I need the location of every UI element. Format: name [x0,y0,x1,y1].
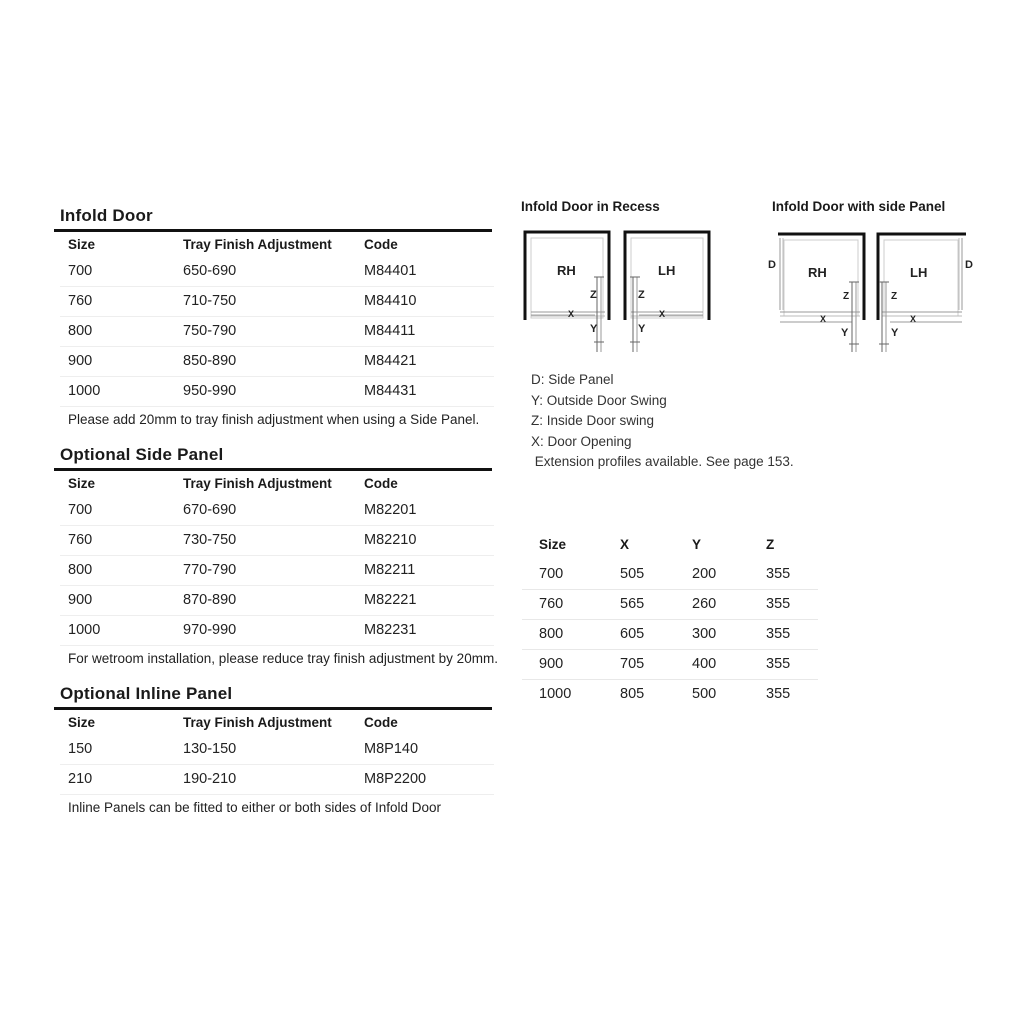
legend-item: Y: Outside Door Swing [531,392,667,408]
header-tray: Tray Finish Adjustment [183,237,332,252]
header-size: Size [539,537,567,552]
cell-z: 355 [766,596,791,612]
cell-tray: 870-890 [183,592,237,608]
cell-size: 1000 [539,686,572,702]
d-label: D [965,259,973,271]
cell-size: 800 [68,323,93,339]
table-row [60,556,494,586]
cell-size: 700 [68,263,93,279]
cell-size: 150 [68,741,93,757]
z-label: Z [590,289,597,301]
table-header [60,232,494,257]
x-label: X [568,309,575,319]
y-label: Y [590,323,598,335]
cell-code: M8P2200 [364,771,427,787]
cell-code: M82231 [364,622,417,638]
section-note: For wetroom installation, please reduce tray finish adjustment by 20mm. [68,651,498,666]
cell-code: M8P140 [364,741,419,757]
cell-tray: 950-990 [183,383,237,399]
header-size: Size [68,715,96,730]
infold-door-section [60,203,494,433]
table-row [522,560,818,590]
cell-tray: 130-150 [183,741,237,757]
cell-x: 505 [620,566,645,582]
cell-z: 355 [766,626,791,642]
d-label: D [768,259,776,271]
x-label: X [910,314,917,324]
cell-size: 760 [68,293,93,309]
table-row [60,347,494,377]
cell-size: 760 [68,532,93,548]
side-panel-diagram-title: Infold Door with side Panel [772,199,946,214]
section-note: Please add 20mm to tray finish adjustment when using a Side Panel. [68,412,480,427]
table-header [60,471,494,496]
cell-y: 500 [692,686,717,702]
table-row [60,586,494,616]
header-y: Y [692,537,702,552]
lh-label: LH [658,263,676,278]
cell-tray: 670-690 [183,502,237,518]
table-header [522,530,818,560]
table-row [60,287,494,317]
z-label: Z [638,289,645,301]
cell-code: M82221 [364,592,417,608]
cell-x: 565 [620,596,645,612]
y-label: Y [891,327,899,339]
legend-item: X: Door Opening [531,433,632,449]
table-row [60,526,494,556]
table-row [60,317,494,347]
cell-size: 760 [539,596,564,612]
cell-y: 300 [692,626,717,642]
y-label: Y [841,327,849,339]
cell-x: 605 [620,626,645,642]
table-row [522,650,818,680]
rh-label: RH [557,263,576,278]
cell-tray: 970-990 [183,622,237,638]
cell-size: 800 [68,562,93,578]
cell-size: 900 [68,592,93,608]
header-tray: Tray Finish Adjustment [183,715,332,730]
side-panel-section [60,442,498,672]
header-code: Code [364,476,398,491]
cell-z: 355 [766,656,791,672]
cell-size: 700 [539,566,564,582]
lh-label: LH [910,265,928,280]
header-tray: Tray Finish Adjustment [183,476,332,491]
cell-size: 700 [68,502,93,518]
cell-size: 900 [68,353,93,369]
legend-item: D: Side Panel [531,372,614,387]
cell-size: 210 [68,771,93,787]
table-row [60,735,494,765]
cell-tray: 190-210 [183,771,237,787]
section-note: Inline Panels can be fitted to either or both sides of Infold Door [68,800,441,815]
header-size: Size [68,237,96,252]
cell-size: 800 [539,626,564,642]
cell-size: 900 [539,656,564,672]
header-size: Size [68,476,96,491]
diagram-legend [531,370,794,473]
cell-code: M84401 [364,263,417,279]
table-row [60,765,494,795]
cell-tray: 710-750 [183,293,237,309]
cell-tray: 750-790 [183,323,237,339]
cell-x: 705 [620,656,645,672]
rh-label: RH [808,265,827,280]
section-title: Optional Side Panel [60,445,224,464]
header-code: Code [364,715,398,730]
section-title: Optional Inline Panel [60,684,233,703]
side-panel-diagram [760,222,980,358]
cell-code: M84410 [364,293,417,309]
cell-size: 1000 [68,622,101,638]
legend-item: Extension profiles available. See page 153. [531,454,794,469]
section-title: Infold Door [60,206,153,225]
cell-code: M84431 [364,383,417,399]
header-x: X [620,537,630,552]
z-label: Z [891,291,898,302]
x-label: X [820,314,827,324]
table-row [522,620,818,650]
cell-y: 260 [692,596,717,612]
table-body [60,257,494,407]
table-row [522,680,818,709]
header-z: Z [766,537,775,552]
cell-code: M84411 [364,323,416,339]
y-label: Y [638,323,646,335]
cell-z: 355 [766,686,791,702]
cell-tray: 730-750 [183,532,237,548]
cell-code: M82211 [364,562,416,578]
inline-panel-section [60,681,494,821]
dimensions-table [522,530,818,709]
table-header [60,710,494,735]
cell-tray: 850-890 [183,353,237,369]
table-body [60,735,494,795]
header-code: Code [364,237,398,252]
recess-diagram-title: Infold Door in Recess [521,199,660,214]
z-label: Z [843,291,850,302]
table-row [522,590,818,620]
cell-code: M82201 [364,502,417,518]
cell-z: 355 [766,566,791,582]
cell-tray: 770-790 [183,562,237,578]
table-row [60,377,494,407]
table-row [60,496,494,526]
x-label: X [659,309,666,319]
cell-code: M82210 [364,532,417,548]
cell-code: M84421 [364,353,417,369]
table-row [60,616,494,646]
cell-tray: 650-690 [183,263,237,279]
legend-item: Z: Inside Door swing [531,413,655,428]
table-row [60,257,494,287]
rh-side-enclosure [778,234,864,352]
cell-size: 1000 [68,383,101,399]
cell-y: 200 [692,566,717,582]
cell-x: 805 [620,686,645,702]
recess-diagram [515,222,725,358]
cell-y: 400 [692,656,717,672]
table-body [60,496,494,646]
